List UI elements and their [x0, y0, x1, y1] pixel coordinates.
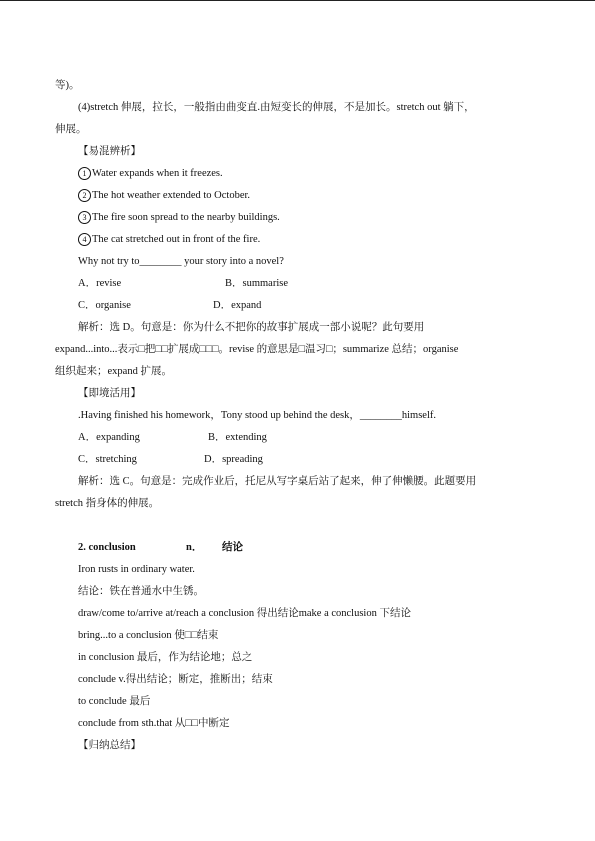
option-b: B．summarise	[225, 278, 288, 289]
option-a: A．revise	[78, 278, 122, 289]
analysis-text: stretch 指身体的伸展。	[55, 498, 160, 509]
text-line: conclude v.得出结论；断定，推断出；结束	[78, 674, 273, 685]
option-c: C．stretching	[78, 454, 137, 465]
part-of-speech: n．	[186, 542, 203, 553]
question: .Having finished his homework，Tony stood up behind the desk，________himself.	[78, 410, 436, 421]
option-d: D．spreading	[204, 454, 263, 465]
text-line: draw/come to/arrive at/reach a conclusion 得出结论make a conclusion 下结论	[78, 608, 411, 619]
text-line: to conclude 最后	[78, 696, 151, 707]
example-sentence: 3 The fire soon spread to the nearby buildings.	[78, 211, 280, 225]
option-c: C．organise	[78, 300, 131, 311]
section-heading: 【即境活用】	[78, 388, 141, 399]
vocab-meaning: 结论	[222, 542, 243, 553]
example-sentence: 4 The cat stretched out in front of the fire.	[78, 233, 260, 247]
text-line: 结论：铁在普通水中生锈。	[78, 586, 204, 597]
section-heading: 【归纳总结】	[78, 740, 141, 751]
section-heading: 【易混辨析】	[78, 146, 141, 157]
text-line: 伸展。	[55, 124, 87, 135]
circled-number: 2	[78, 189, 91, 202]
circled-number: 3	[78, 211, 91, 224]
analysis-text: 解析：选 C。句意是：完成作业后，托尼从写字桌后站了起来，伸了伸懒腰。此题要用	[78, 476, 477, 487]
circled-number: 1	[78, 167, 91, 180]
option-d: D．expand	[213, 300, 262, 311]
option-a: A．expanding	[78, 432, 140, 443]
vocab-heading	[78, 541, 243, 555]
option-b: B．extending	[208, 432, 267, 443]
analysis-text: 解析：选 D。句意是：你为什么不把你的故事扩展成一部小说呢？此句要用	[78, 322, 425, 333]
text-line: conclude from sth.that 从□□中断定	[78, 718, 230, 729]
example-sentence: 2 The hot weather extended to October.	[78, 189, 250, 203]
text-line: (4)stretch 伸展，拉长，一般指由曲变直.由短变长的伸展，不是加长。stretch out 躺下，	[78, 102, 475, 113]
text-line: in conclusion 最后，作为结论地；总之	[78, 652, 253, 663]
text-line: 等)。	[55, 80, 80, 91]
text-line: bring...to a conclusion 使□□结束	[78, 630, 219, 641]
circled-number: 4	[78, 233, 91, 246]
question: Why not try to________ your story into a novel?	[78, 256, 284, 267]
analysis-text: expand...into...表示□把□□扩展成□□□。revise 的意思是□温习□；summarize 总结；organise	[55, 344, 459, 355]
text-line: Iron rusts in ordinary water.	[78, 564, 195, 575]
example-sentence: 1 Water expands when it freezes.	[78, 167, 223, 181]
vocab-word: 2. conclusion	[78, 542, 136, 553]
analysis-text: 组织起来；expand 扩展。	[55, 366, 172, 377]
